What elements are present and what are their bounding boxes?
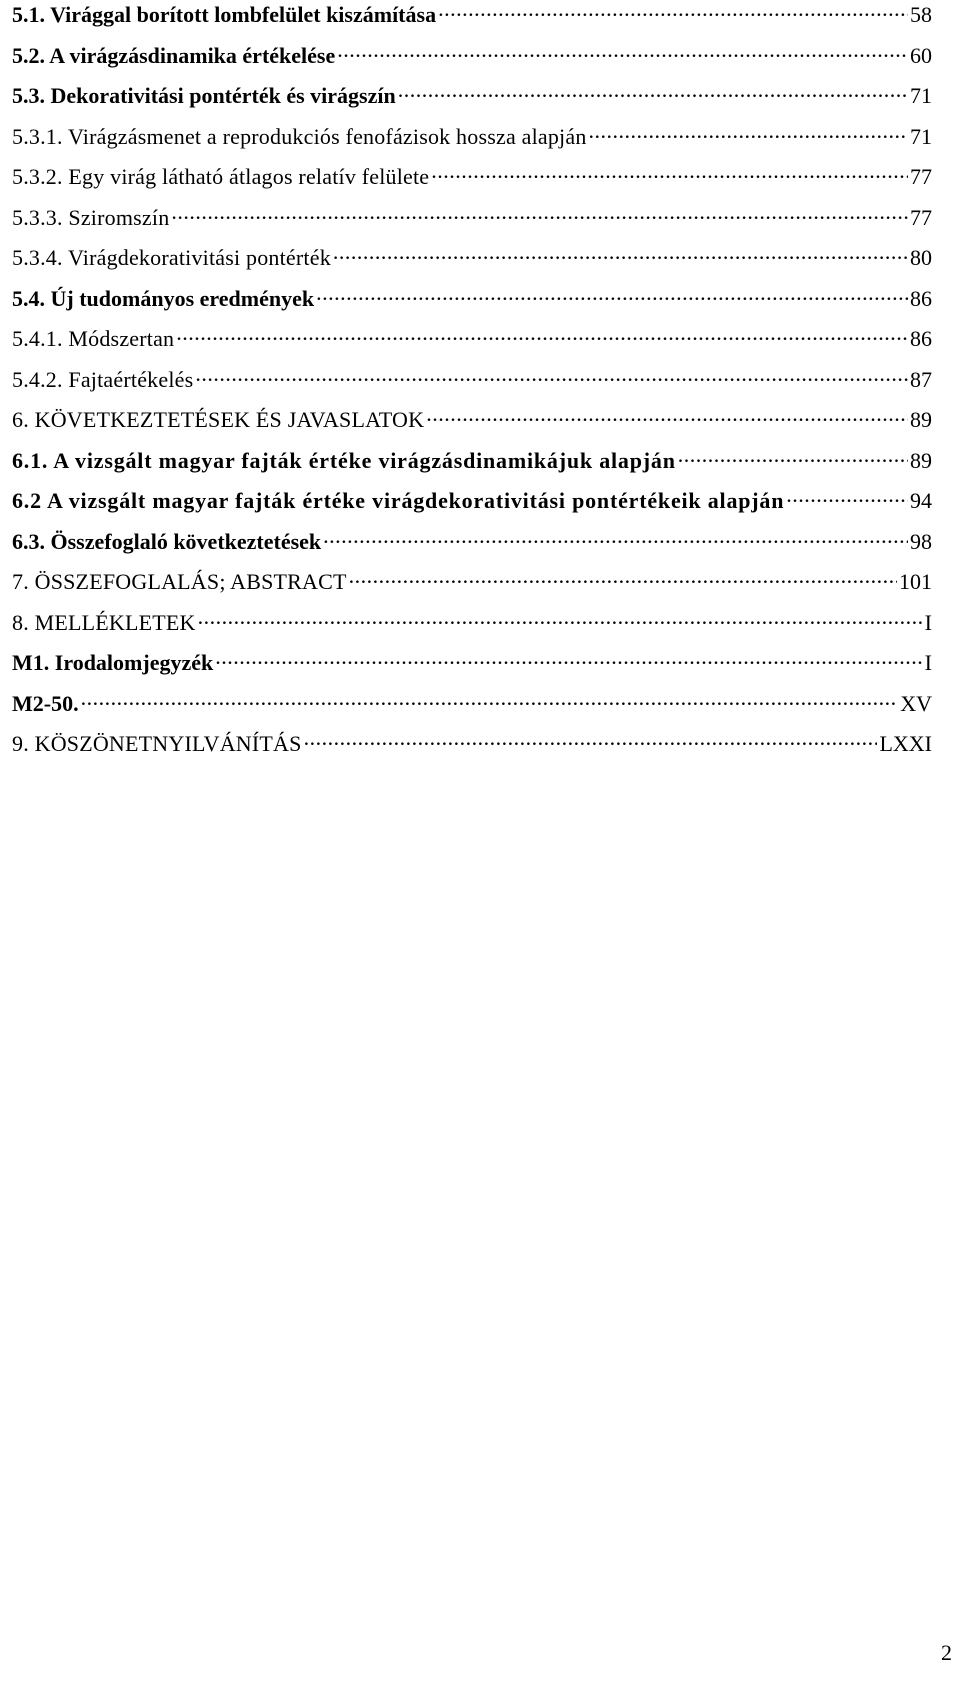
toc-entry-page: 87 bbox=[910, 366, 932, 392]
toc-entry-label: 5.2. A virágzásdinamika értékelése bbox=[12, 42, 336, 68]
toc-entry-page: 58 bbox=[910, 2, 932, 27]
dot-leader bbox=[431, 162, 908, 184]
toc-entry-page: I bbox=[924, 609, 932, 635]
toc-entry[interactable] bbox=[12, 365, 932, 406]
toc-entry-page: 101 bbox=[899, 569, 932, 594]
dot-leader bbox=[176, 324, 908, 346]
toc-entry-page: XV bbox=[900, 690, 932, 716]
toc-entry-page: 60 bbox=[910, 42, 932, 68]
toc-entry-label: 5.3.4. Virágdekorativitási pontérték bbox=[12, 245, 331, 270]
toc-entry[interactable] bbox=[12, 729, 932, 770]
toc-entry[interactable] bbox=[12, 203, 932, 244]
toc-entry[interactable] bbox=[12, 648, 932, 689]
toc-entry[interactable] bbox=[12, 162, 932, 203]
dot-leader bbox=[438, 0, 908, 22]
toc-entry[interactable] bbox=[12, 446, 932, 487]
toc-entry-label: 5.3.3. Sziromszín bbox=[12, 204, 170, 230]
toc-entry-label: 6. KÖVETKEZTETÉSEK ÉS JAVASLATOK bbox=[12, 407, 425, 432]
dot-leader bbox=[337, 41, 908, 63]
dot-leader bbox=[81, 689, 899, 711]
toc-entry-label: 5.4.2. Fajtaértékelés bbox=[12, 366, 194, 392]
toc-entry-page: 77 bbox=[910, 204, 932, 230]
toc-entry-page: 98 bbox=[910, 528, 932, 554]
dot-leader bbox=[198, 608, 923, 630]
dot-leader bbox=[171, 203, 908, 225]
toc-entry-page: 86 bbox=[910, 326, 932, 351]
toc-entry[interactable] bbox=[12, 527, 932, 568]
toc-entry[interactable] bbox=[12, 324, 932, 365]
toc-entry-page: 77 bbox=[910, 164, 932, 189]
dot-leader bbox=[349, 567, 897, 589]
dot-leader bbox=[333, 243, 908, 265]
dot-leader bbox=[398, 81, 908, 103]
toc-entry-page: 94 bbox=[910, 488, 932, 513]
toc-entry-label: M1. Irodalomjegyzék bbox=[12, 650, 214, 675]
toc-entry[interactable] bbox=[12, 284, 932, 325]
dot-leader bbox=[426, 405, 908, 427]
dot-leader bbox=[215, 648, 922, 670]
toc-entry-label: 6.2 A vizsgált magyar fajták értéke virágdekorativitási pontértékeik alapján bbox=[12, 488, 785, 513]
toc-entry[interactable] bbox=[12, 243, 932, 284]
dot-leader bbox=[195, 365, 908, 387]
dot-leader bbox=[786, 486, 908, 508]
toc-entry-label: 6.1. A vizsgált magyar fajták értéke virágzásdinamikájuk alapján bbox=[12, 447, 676, 473]
page-number: 2 bbox=[941, 1640, 952, 1665]
toc-entry-label: 5.4. Új tudományos eredmények bbox=[12, 285, 315, 311]
toc-entry[interactable] bbox=[12, 405, 932, 446]
toc-entry-page: LXXI bbox=[879, 731, 932, 756]
toc-entry-page: 71 bbox=[910, 83, 932, 108]
toc-entry-label: 8. MELLÉKLETEK bbox=[12, 609, 196, 635]
toc-entry-label: 7. ÖSSZEFOGLALÁS; ABSTRACT bbox=[12, 569, 347, 594]
toc-entry-label: 5.3.1. Virágzásmenet a reprodukciós fenofázisok hossza alapján bbox=[12, 123, 587, 149]
dot-leader bbox=[323, 527, 908, 549]
toc-entry[interactable] bbox=[12, 81, 932, 122]
toc-entry[interactable] bbox=[12, 608, 932, 649]
toc-entry-page: 89 bbox=[910, 407, 932, 432]
toc-entry-label: 9. KÖSZÖNETNYILVÁNÍTÁS bbox=[12, 731, 302, 756]
toc-entry[interactable] bbox=[12, 122, 932, 163]
toc-entry-page: 80 bbox=[910, 245, 932, 270]
toc-entry-label: 5.1. Virággal borított lombfelület kiszámítása bbox=[12, 2, 437, 27]
toc-entry-label: 5.3. Dekorativitási pontérték és virágszín bbox=[12, 83, 396, 108]
toc-entry[interactable] bbox=[12, 0, 932, 41]
toc-entry-label: 5.4.1. Módszertan bbox=[12, 326, 175, 351]
toc-entry-page: I bbox=[924, 650, 932, 675]
toc-entry-page: 71 bbox=[910, 123, 932, 149]
toc-entry-label: 6.3. Összefoglaló következtetések bbox=[12, 528, 322, 554]
toc-entry[interactable] bbox=[12, 41, 932, 82]
dot-leader bbox=[678, 446, 908, 468]
dot-leader bbox=[589, 122, 908, 144]
toc-entry[interactable] bbox=[12, 689, 932, 730]
table-of-contents bbox=[12, 0, 932, 770]
toc-entry-label: M2-50. bbox=[12, 690, 79, 716]
toc-entry[interactable] bbox=[12, 567, 932, 608]
toc-entry[interactable] bbox=[12, 486, 932, 527]
dot-leader bbox=[304, 729, 878, 751]
toc-entry-label: 5.3.2. Egy virág látható átlagos relatív felülete bbox=[12, 164, 430, 189]
dot-leader bbox=[316, 284, 908, 306]
toc-entry-page: 89 bbox=[910, 447, 932, 473]
toc-entry-page: 86 bbox=[910, 285, 932, 311]
